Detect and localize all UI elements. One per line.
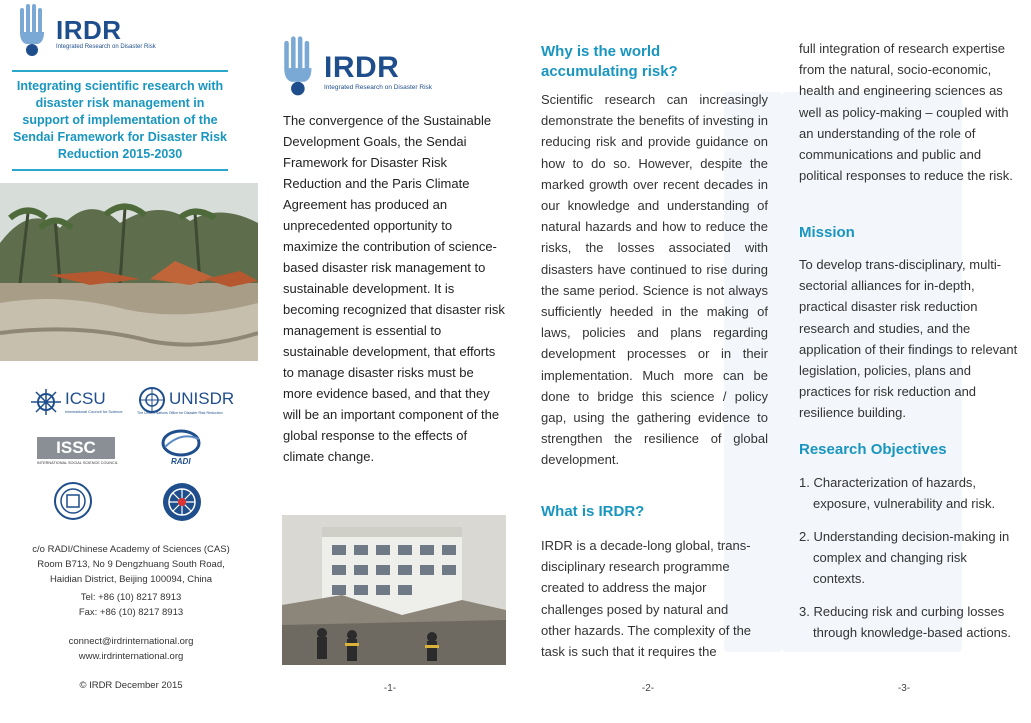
list-item: 1. Characterization of hazards, exposure, vulnerability and risk. [799, 475, 996, 511]
irdr-hand-icon [282, 36, 316, 98]
partner-logos [25, 385, 235, 525]
list-item: 2. Understanding decision-making in complex and changing risk contexts. [799, 529, 1010, 586]
page-number: -2- [641, 683, 655, 694]
icsu-sublabel: International Council for Science [65, 409, 123, 414]
heading-research-objectives: Research Objectives [799, 441, 947, 458]
copyright: © IRDR December 2015 [79, 680, 183, 691]
logo-subtitle: Integrated Research on Disaster Risk [324, 84, 433, 91]
address-line: Haidian District, Beijing 100094, China [49, 574, 213, 585]
irdr-logo [282, 36, 432, 98]
brochure-title: Integrating scientific research with disaster risk management in support of implementation of the Sendai Framework for Disaster Risk Reduction 2015-2030 [12, 70, 228, 171]
front-panel [262, 0, 524, 723]
heading-mission: Mission [799, 224, 855, 241]
unisdr-label: UNISDR [169, 389, 235, 408]
what-is-irdr-paragraph: IRDR is a decade-long global, trans-disciplinary research programme created to address the major challenges posed by natural and other hazards. The complexity of the task is such that it requires the [541, 538, 752, 660]
heading-what-is-irdr: What is IRDR? [541, 503, 645, 520]
collapsed-building-photo [282, 515, 506, 665]
email-address[interactable]: connect@irdrinternational.org [68, 636, 194, 647]
issc-sublabel: INTERNATIONAL SOCIAL SCIENCE COUNCIL [37, 461, 118, 465]
cas-seal-icon [53, 481, 93, 521]
flood-photo [0, 183, 258, 361]
logo-wordmark: IRDR [56, 15, 122, 45]
tel-number: Tel: +86 (10) 8217 8913 [80, 592, 182, 603]
radi-label: RADI [171, 457, 191, 466]
issc-logo [37, 437, 115, 459]
irdr-hand-icon [18, 4, 48, 58]
address-line: Room B713, No 9 Dengzhuang South Road, [37, 559, 225, 570]
logo-subtitle: Integrated Research on Disaster Risk [56, 44, 156, 50]
intro-text: The convergence of the Sustainable Development Goals, the Sendai Framework for Disaster Risk Reduction and the Paris Climate Agreement has produced an unprecedented opportunity to maximize the contribution of science-based disaster risk management to sustainable development. It is becoming recognized that disaster risk management is essential to sustainable development, that efforts to manage disaster risks must be more evidence based, and that they will be an important component of the global response to the effects of climate change. [283, 113, 505, 464]
logo-wordmark: IRDR [324, 51, 400, 84]
icsu-logo-icon [29, 387, 63, 417]
address-block [0, 542, 262, 587]
list-item: 3. Reducing risk and curbing losses through knowledge-based actions. [799, 604, 1012, 640]
irdr-logo [18, 4, 156, 58]
page-number: -3- [897, 683, 911, 694]
objectives-list [799, 472, 1021, 655]
contact-block [0, 634, 262, 664]
back-panel [0, 0, 262, 723]
inner-panel-3 [782, 0, 1031, 723]
unisdr-sublabel: The United Nations Office for Disaster Risk Reduction [137, 411, 223, 415]
why-risk-paragraph: Scientific research can increasingly demonstrate the benefits of investing in reducing risk and provide guidance on how to do so. However, despite the marked growth over recent decades in our knowledge and understanding of natural hazards and how to reduce the risks, the losses associated with disasters have continued to rise during the same period. Science is not always sufficiently heeded in the making of laws, policies and plans regarding development processes or in their implementation. Much more can be done to bridge this science / policy gap, using the gathering evidence to strengthen the resilience of global development. [541, 92, 768, 468]
mission-paragraph: To develop trans-disciplinary, multi-sectorial alliances for in-depth, practical disaster risk reduction research and studies, and the application of their findings to relevant legislation, policies, plans and practices for risk reduction and resilience building. [799, 257, 1018, 421]
website-link[interactable]: www.irdrinternational.org [78, 651, 184, 662]
integration-paragraph: full integration of research expertise from the natural, socio-economic, health and engineering sciences as well as policy-making – coupled with an understanding of the role of communications and public and political responses to reduce the risk. [799, 41, 1013, 184]
icsu-label: ICSU [65, 389, 106, 408]
phone-block [0, 590, 262, 620]
issc-label: ISSC [56, 438, 96, 457]
page-number: -1- [383, 683, 397, 694]
inner-panel-2 [524, 0, 782, 723]
cast-logo-icon [161, 481, 203, 523]
address-line: c/o RADI/Chinese Academy of Sciences (CAS) [32, 544, 230, 555]
fax-number: Fax: +86 (10) 8217 8913 [78, 607, 184, 618]
heading-why-risk: Why is the world accumulating risk? [541, 43, 678, 80]
